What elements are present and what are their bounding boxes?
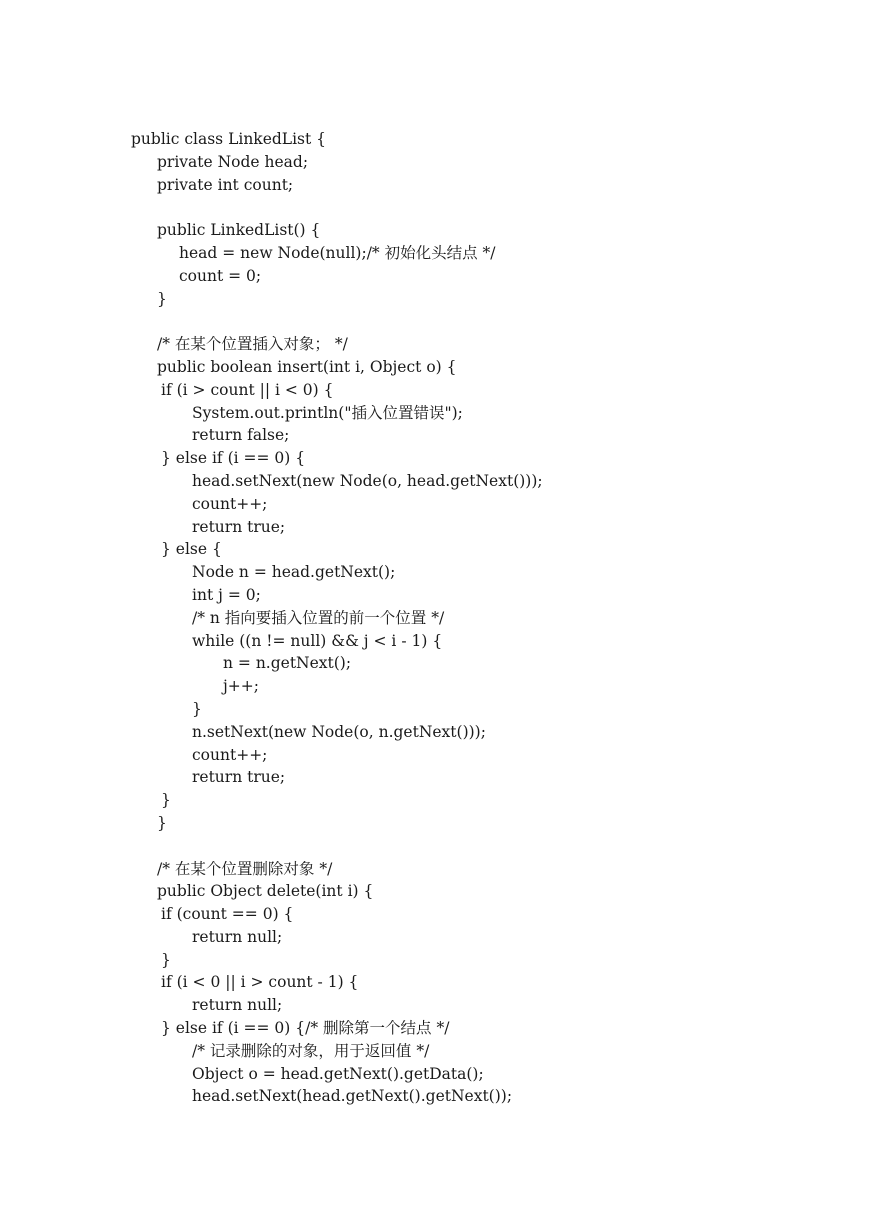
code-line: int j = 0; <box>192 585 261 604</box>
code-line: } <box>161 950 171 969</box>
code-line: if (count == 0) { <box>161 905 294 924</box>
code-line: n = n.getNext(); <box>223 654 352 673</box>
code-line: /* n 指向要插入位置的前一个位置 */ <box>192 608 445 627</box>
code-line: return true; <box>192 517 286 536</box>
code-line: public boolean insert(int i, Object o) { <box>157 357 457 376</box>
code-line: private int count; <box>157 175 294 194</box>
code-line: /* 在某个位置删除对象 */ <box>157 859 333 878</box>
code-line: n.setNext(new Node(o, n.getNext())); <box>192 722 486 741</box>
code-line: while ((n != null) && j < i - 1) { <box>192 631 443 650</box>
code-line: public class LinkedList { <box>131 130 327 148</box>
code-line: public Object delete(int i) { <box>157 882 374 901</box>
code-line: j++; <box>223 677 260 696</box>
code-line: Object o = head.getNext().getData(); <box>192 1064 484 1083</box>
code-line: } else { <box>161 540 222 559</box>
code-line: count++; <box>192 745 268 764</box>
code-line: } else if (i == 0) { <box>161 449 306 468</box>
code-line: if (i < 0 || i > count - 1) { <box>161 973 359 992</box>
code-listing <box>131 128 543 1108</box>
code-line: /* 在某个位置插入对象； */ <box>157 335 348 354</box>
code-line: if (i > count || i < 0) { <box>161 380 334 399</box>
code-line: } else if (i == 0) {/* 删除第一个结点 */ <box>161 1019 450 1038</box>
blank-line <box>131 196 543 219</box>
code-line: count++; <box>192 494 268 513</box>
code-line: return null; <box>192 927 283 946</box>
code-line: } <box>157 813 167 832</box>
code-line: } <box>161 791 171 810</box>
code-line: count = 0; <box>179 266 262 285</box>
blank-line <box>131 835 543 858</box>
blank-line <box>131 310 543 333</box>
code-line: return false; <box>192 426 290 445</box>
code-line: return null; <box>192 996 283 1015</box>
code-line: System.out.println("插入位置错误"); <box>192 403 463 422</box>
code-line: public LinkedList() { <box>157 221 321 240</box>
code-line: private Node head; <box>157 152 309 171</box>
code-line: head.setNext(new Node(o, head.getNext())); <box>192 471 543 490</box>
code-line: return true; <box>192 768 286 787</box>
code-line: } <box>192 699 202 718</box>
code-line: head.setNext(head.getNext().getNext()); <box>192 1087 513 1106</box>
code-line: head = new Node(null);/* 初始化头结点 */ <box>179 243 496 262</box>
code-line: Node n = head.getNext(); <box>192 563 396 582</box>
code-line: /* 记录删除的对象，用于返回值 */ <box>192 1041 430 1060</box>
code-line: } <box>157 289 167 308</box>
